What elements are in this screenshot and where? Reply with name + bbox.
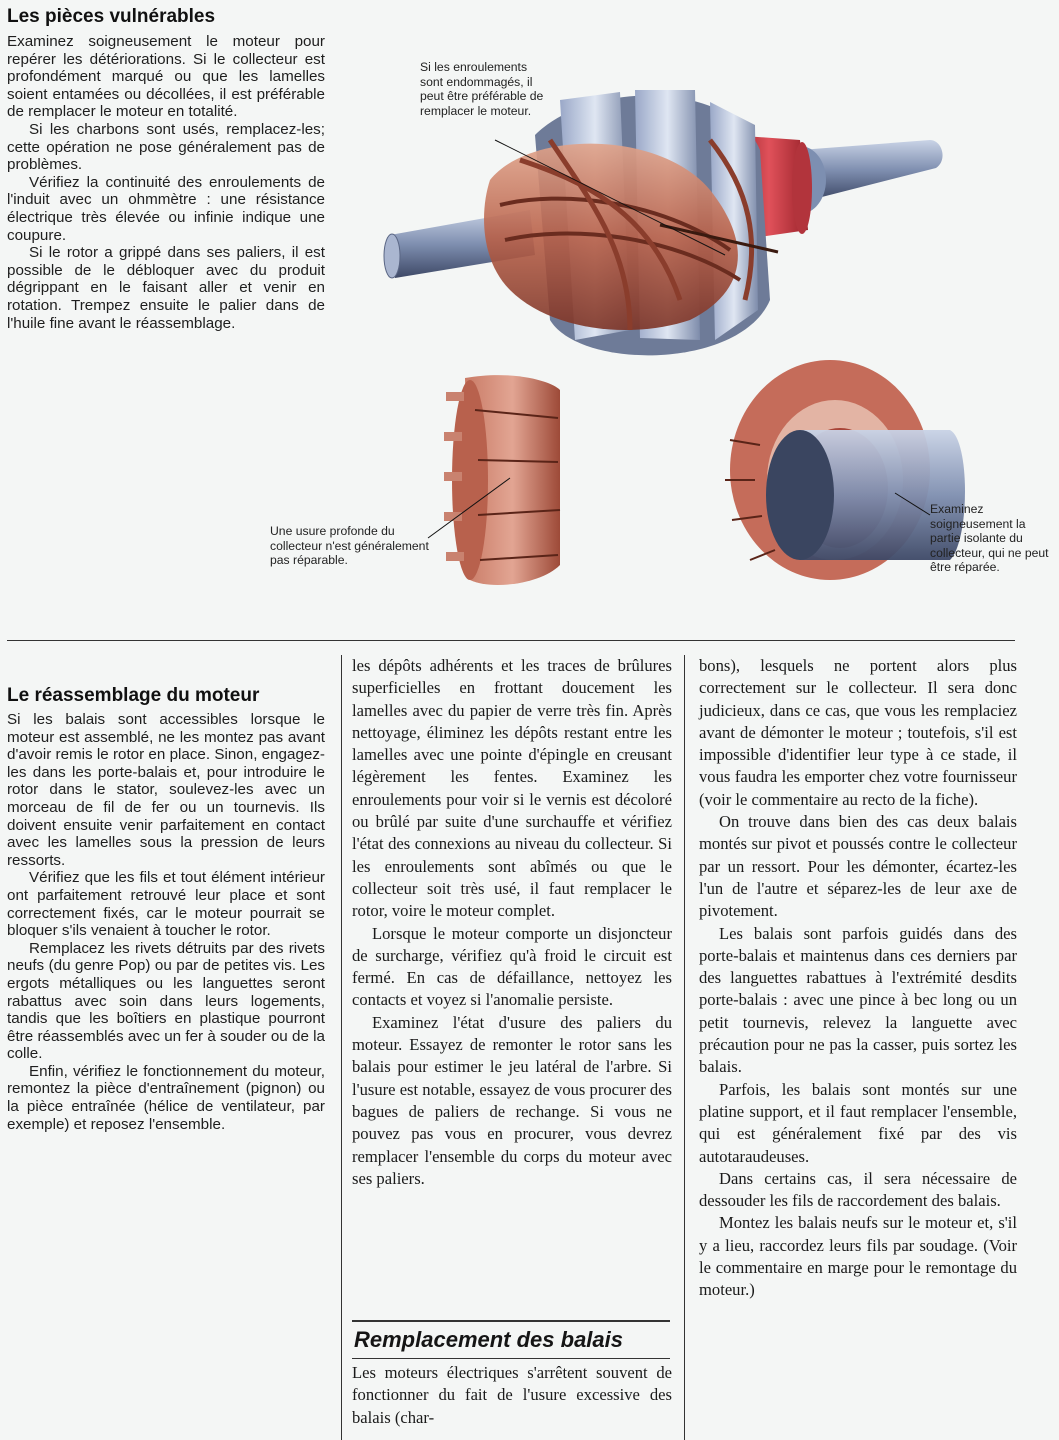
paragraph: Si les charbons sont usés, remplacez-les; cette opération ne pose généralement pas de problèmes. <box>7 120 325 174</box>
subhead-rule-top <box>352 1320 670 1322</box>
paragraph: Parfois, les balais sont montés sur une platine support, et il faut remplacer l'ensemble, qui est généralement fixé par des vis autotaraudeuses. <box>699 1079 1017 1166</box>
section-title-vulnerable-parts: Les pièces vulnérables <box>7 6 216 27</box>
column-divider-right <box>684 655 685 1440</box>
caption-windings: Si les enroulements sont endommagés, il peut être préférable de remplacer le moteur. <box>420 60 544 118</box>
paragraph: Vérifiez la continuité des enroulements de l'induit avec un ohmmètre : une résistance électrique très élevée ou infinie indique une coupure. <box>7 173 325 244</box>
paragraph: Remplacez les rivets détruits par des rivets neufs (du genre Pop) ou par de petites vis. Les ergots métalliques ou les languettes seront rabattus avec soin dans leurs logements, tandis que les boîtiers en plastique pourront être réassemblés avec un fer à souder ou de la colle. <box>7 939 325 1063</box>
paragraph: Examinez l'état d'usure des paliers du moteur. Essayez de remonter le rotor sans les balais pour estimer le jeu latéral de l'arbre. Si l'usure est notable, essayez de vous procurer des bagues de paliers de rechange. Si vous ne pouvez pas vous en procurer, vous devrez remplacer l'ensemble du corps du moteur avec ses paliers. <box>352 1012 673 1188</box>
subhead-rule-bottom <box>352 1358 670 1359</box>
paragraph: Lorsque le moteur comporte un disjoncteur de surcharge, vérifiez qu'à froid le circuit est fermé. En cas de défaillance, nettoyez les contacts et voyez si l'anomalie persiste. <box>352 923 672 1010</box>
paragraph: Enfin, vérifiez le fonctionnement du moteur, remontez la pièce d'entraînement (pignon) ou la pièce entraînée (hélice de ventilateur, par exemple) et reposez l'ensemble. <box>7 1062 325 1133</box>
worn-commutator-drawing <box>428 375 560 585</box>
paragraph: Examinez soigneusement le moteur pour repérer les détériorations. Si le collecteur est profondément marqué ou que les lamelles soient entamées ou décollées, il est préférable de remplacer le moteur en totalité. <box>7 33 325 121</box>
caption-wear: Une usure profonde du collecteur n'est généralement pas réparable. <box>270 524 429 568</box>
commutator-insulation-drawing <box>725 360 965 580</box>
section-title-reassembly: Le réassemblage du moteur <box>7 685 260 706</box>
subhead-brush-replacement: Remplacement des balais <box>354 1327 624 1352</box>
paragraph: les dépôts adhérents et les traces de brûlures superficielles en frottant doucement les lamelles avec du papier de verre très fin. Après nettoyage, éliminez les dépôts restant entre les lamelles avec une pointe d'épingle en creusant légèrement les fentes. Examinez les enroulements pour voir si le vernis est décoloré ou brûlé par suite d'une surchauffe et vérifiez l'état des connexions au niveau du collecteur. Si les enroulements sont abîmés ou que le collecteur soit très usé, il faut remplacer le rotor, voire le moteur complet. <box>352 656 672 921</box>
paragraph: Les balais sont parfois guidés dans des porte-balais et maintenus dans ces derniers par des languettes rabattues à l'extrémité desdits porte-balais : avec une pince à bec long ou un petit tournevis, relevez la languette avec précaution pour ne pas la casser, puis sortez les balais. <box>699 923 1017 1077</box>
paragraph: Vérifiez que les fils et tout élément intérieur ont parfaitement retrouvé leur place et sont correctement fixés, car le moteur pourrait se bloquer s'ils venaient à toucher le rotor. <box>7 869 325 940</box>
paragraph: Si le rotor a grippé dans ses paliers, il est possible de le débloquer avec du produit dégrippant en le faisant aller et venir en rotation. Trempez ensuite le palier dans de l'huile fine avant le réassemblage. <box>7 244 325 332</box>
armature-drawing <box>384 90 943 355</box>
paragraph: On trouve dans bien des cas deux balais montés sur pivot et poussés contre le collecteur par un ressort. Pour les démonter, écartez-les l'un de l'autre et séparez-les de leur axe de pivotement. <box>699 812 1017 921</box>
caption-insulation: Examinez soigneusement la partie isolante du collecteur, qui ne peut être réparée. <box>930 502 1049 575</box>
column2-text <box>352 655 672 1190</box>
section2-text <box>7 711 325 1133</box>
column2-after <box>352 1362 672 1429</box>
paragraph: Montez les balais neufs sur le moteur et, s'il y a lieu, raccordez leurs fils par soudage. (Voir le commentaire en marge pour le remontage du moteur.) <box>699 1213 1017 1300</box>
paragraph: bons), lesquels ne portent alors plus correctement sur le collecteur. Il sera donc judicieux, dans ce cas, que vous les remplaciez avant de démonter le moteur ; toutefois, s'il est impossible d'identifier leur type à ce stade, il vous faudra les emporter chez votre fournisseur (voir le commentaire au recto de la fiche). <box>699 656 1017 809</box>
paragraph: Dans certains cas, il sera nécessaire de dessouder les fils de raccordement des balais. <box>699 1168 1017 1211</box>
column3-text <box>699 655 1017 1302</box>
column-divider-left <box>341 655 342 1440</box>
section-divider <box>7 640 1015 641</box>
paragraph: Les moteurs électriques s'arrêtent souvent de fonctionner du fait de l'usure excessive des balais (char- <box>352 1363 672 1427</box>
paragraph: Si les balais sont accessibles lorsque le moteur est assemblé, ne les montez pas avant d'avoir remis le rotor en place. Sinon, engagez-les dans les porte-balais et, pour introduire le rotor dans le stator, soulevez-les avec un morceau de fil de fer ou un tournevis. Ils doivent ensuite venir parfaitement en contact avec les lamelles sous la pression de leurs ressorts. <box>7 711 325 869</box>
section1-text <box>7 33 325 332</box>
